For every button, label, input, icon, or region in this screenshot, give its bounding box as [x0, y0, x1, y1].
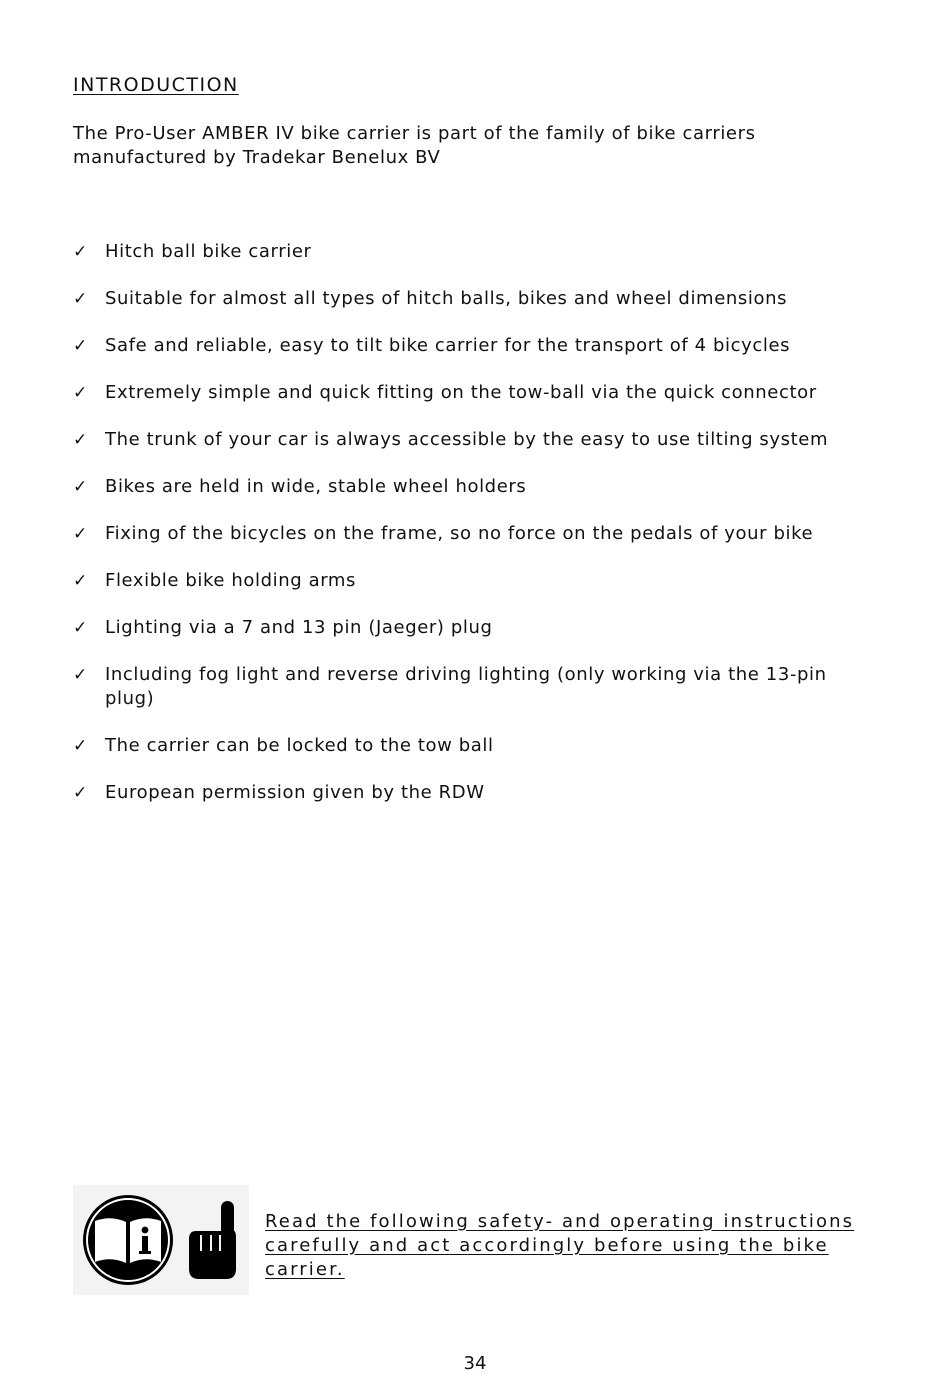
feature-item — [73, 663, 863, 711]
checkmark-icon: ✓ — [73, 289, 88, 309]
feature-text: Fixing of the bicycles on the frame, so no force on the pedals of your bike — [105, 523, 814, 544]
checkmark-icon: ✓ — [73, 383, 88, 403]
attention-finger-icon — [189, 1201, 236, 1279]
feature-item — [73, 287, 863, 311]
checkmark-icon: ✓ — [73, 618, 88, 638]
safety-notice: Read the following safety- and operating instructions carefully and act accordingly before using the bike carrier. — [265, 1211, 855, 1280]
feature-item — [73, 334, 863, 358]
page-number: 34 — [463, 1353, 487, 1374]
feature-item — [73, 781, 863, 805]
feature-text: Extremely simple and quick fitting on the tow-ball via the quick connector — [105, 382, 817, 403]
feature-text: The carrier can be locked to the tow ball — [105, 735, 494, 756]
feature-text: Safe and reliable, easy to tilt bike carrier for the transport of 4 bicycles — [105, 335, 791, 356]
checkmark-icon: ✓ — [73, 783, 88, 803]
section-heading: INTRODUCTION — [73, 74, 239, 96]
intro-paragraph: The Pro-User AMBER IV bike carrier is part of the family of bike carriers manufactured by Tradekar Benelux BV — [73, 123, 756, 168]
checkmark-icon: ✓ — [73, 736, 88, 756]
notice-icons — [73, 1185, 249, 1295]
feature-item — [73, 616, 863, 640]
checkmark-icon: ✓ — [73, 665, 88, 685]
feature-text: European permission given by the RDW — [105, 782, 485, 803]
feature-text: Lighting via a 7 and 13 pin (Jaeger) plug — [105, 617, 493, 638]
checkmark-icon: ✓ — [73, 524, 88, 544]
feature-item — [73, 734, 863, 758]
feature-item — [73, 475, 863, 499]
checkmark-icon: ✓ — [73, 242, 88, 262]
feature-text: The trunk of your car is always accessible by the easy to use tilting system — [105, 429, 829, 450]
notice-icons-graphic — [73, 1185, 249, 1295]
feature-text: Including fog light and reverse driving lighting (only working via the 13-pin plug) — [105, 664, 827, 709]
checkmark-icon: ✓ — [73, 477, 88, 497]
feature-text: Hitch ball bike carrier — [105, 241, 312, 262]
checkmark-icon: ✓ — [73, 430, 88, 450]
feature-item — [73, 381, 863, 405]
checkmark-icon: ✓ — [73, 571, 88, 591]
feature-text: Bikes are held in wide, stable wheel holders — [105, 476, 527, 497]
checkmark-icon: ✓ — [73, 336, 88, 356]
feature-text: Suitable for almost all types of hitch balls, bikes and wheel dimensions — [105, 288, 788, 309]
feature-list — [73, 240, 863, 828]
feature-item — [73, 569, 863, 593]
feature-text: Flexible bike holding arms — [105, 570, 357, 591]
feature-item — [73, 428, 863, 452]
feature-item — [73, 240, 863, 264]
info-manual-icon — [83, 1195, 173, 1285]
feature-item — [73, 522, 863, 546]
